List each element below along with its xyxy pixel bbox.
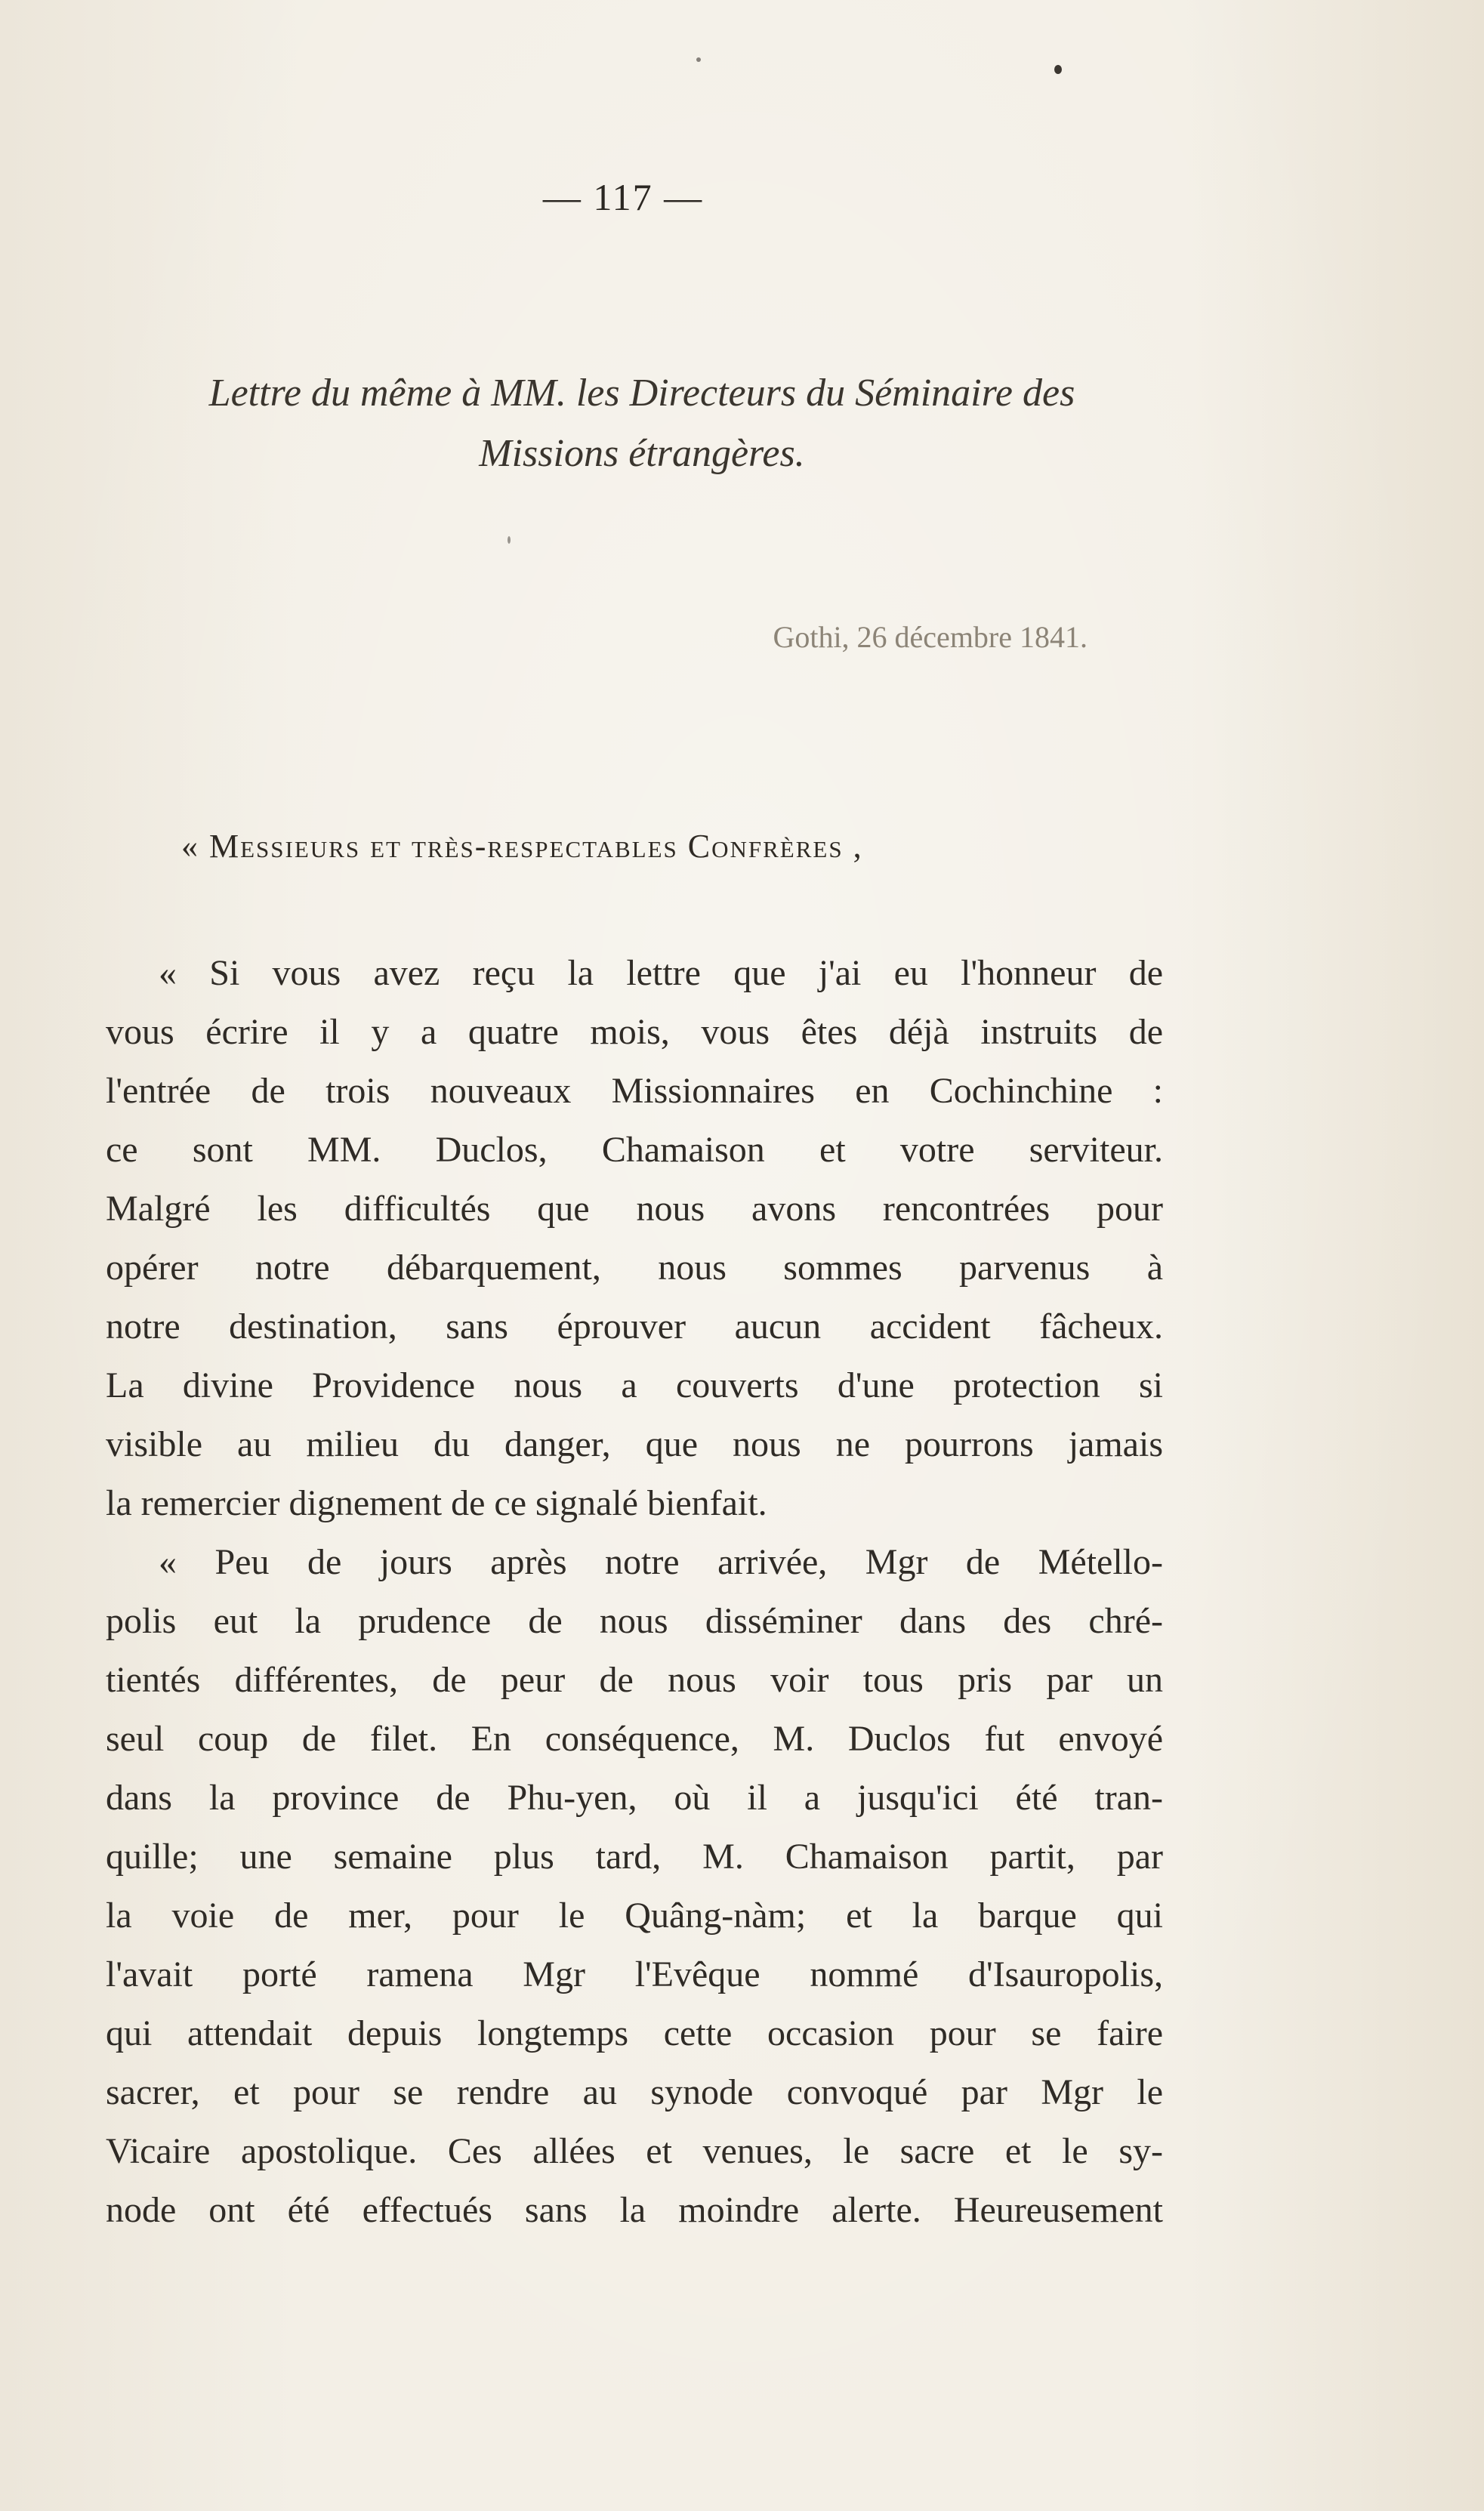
dateline: Gothi, 26 décembre 1841.	[773, 620, 1088, 654]
ink-speck	[508, 536, 511, 544]
text-line: sacrer, et pour se rendre au synode convoqué par Mgr le	[106, 2072, 1163, 2112]
text-line: qui attendait depuis longtemps cette occasion pour se faire	[106, 2013, 1163, 2053]
text-line: notre destination, sans éprouver aucun accident fâcheux.	[106, 1306, 1163, 1347]
letter-heading-line-1: Lettre du même à MM. les Directeurs du Séminaire des	[208, 372, 1075, 415]
text-line: « Peu de jours après notre arrivée, Mgr de Métello-	[159, 1542, 1163, 1582]
text-line: seul coup de filet. En conséquence, M. Duclos fut envoyé	[106, 1719, 1163, 1759]
page-number: — 117 —	[542, 176, 704, 218]
text-line: quille; une semaine plus tard, M. Chamaison partit, par	[106, 1837, 1163, 1877]
text-line: la remercier dignement de ce signalé bienfait.	[106, 1483, 767, 1523]
text-line: visible au milieu du danger, que nous ne pourrons jamais	[106, 1424, 1163, 1464]
text-line: vous écrire il y a quatre mois, vous êtes déjà instruits de	[106, 1012, 1163, 1052]
text-line: La divine Providence nous a couverts d'une protection si	[106, 1365, 1163, 1405]
text-line: l'entrée de trois nouveaux Missionnaires en Cochinchine :	[106, 1071, 1163, 1111]
text-line: node ont été effectués sans la moindre alerte. Heureusement	[106, 2190, 1163, 2230]
letter-heading-line-2: Missions étrangères.	[479, 432, 805, 475]
text-line: la voie de mer, pour le Quâng-nàm; et la barque qui	[106, 1896, 1163, 1936]
text-line: tientés différentes, de peur de nous voir tous pris par un	[106, 1660, 1163, 1700]
text-line: Vicaire apostolique. Ces allées et venues, le sacre et le sy-	[106, 2131, 1163, 2171]
text-line: l'avait porté ramena Mgr l'Evêque nommé d'Isauropolis,	[106, 1954, 1163, 1994]
text-line: dans la province de Phu-yen, où il a jusqu'ici été tran-	[106, 1778, 1163, 1818]
text-line: polis eut la prudence de nous disséminer dans des chré-	[106, 1601, 1163, 1641]
ink-speck	[1054, 65, 1062, 74]
ink-speck	[696, 57, 701, 62]
salutation: « Messieurs et très-respectables Confrères ,	[181, 828, 863, 865]
text-line: opérer notre débarquement, nous sommes parvenus à	[106, 1248, 1163, 1288]
text-line: Malgré les difficultés que nous avons rencontrées pour	[106, 1189, 1163, 1229]
text-line: ce sont MM. Duclos, Chamaison et votre serviteur.	[106, 1130, 1163, 1170]
text-line: « Si vous avez reçu la lettre que j'ai eu l'honneur de	[159, 953, 1163, 993]
